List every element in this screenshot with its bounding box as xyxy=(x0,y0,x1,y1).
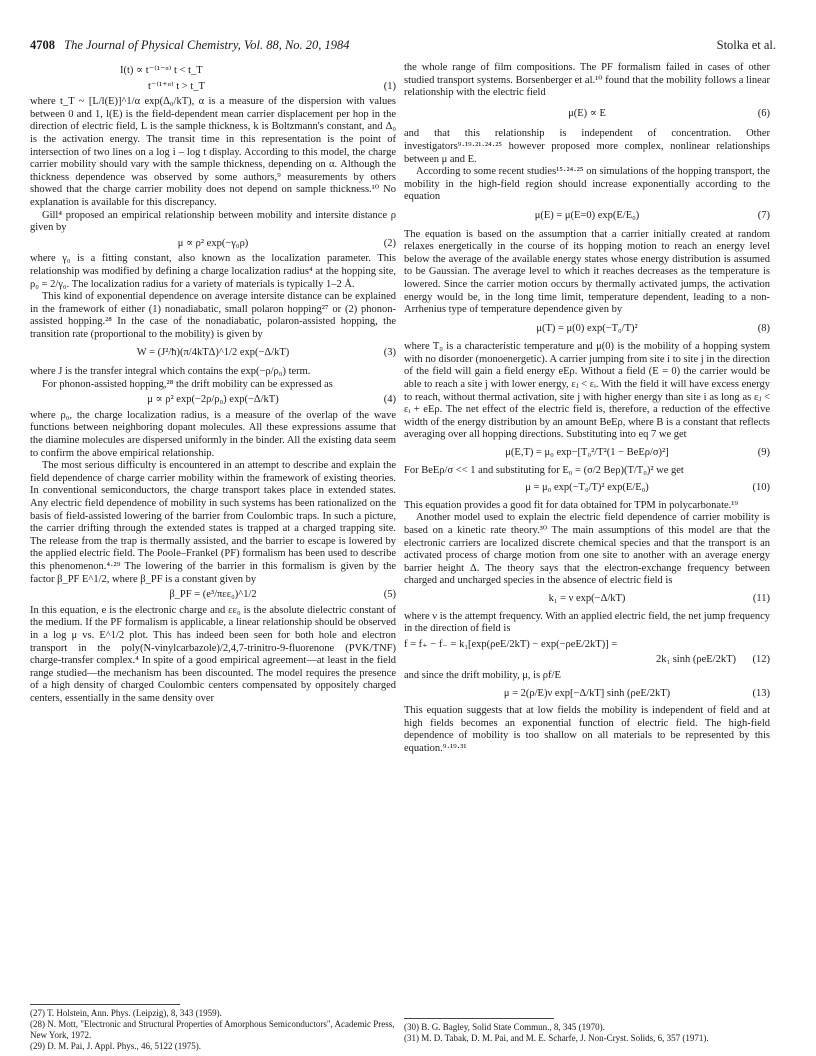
paragraph: and that this relationship is independent of concentration. Other investigators⁹·¹⁹·²¹·²⁴·²⁵ however proposed more complex, nonlinear relationships between μ and E. xyxy=(404,128,770,165)
equation-1-line-1: I(t) ∝ t⁻⁽¹⁻ᵅ⁾ t < t_T xyxy=(120,65,203,76)
footnote: (29) D. M. Pai, J. Appl. Phys., 46, 5122 (1975). xyxy=(30,1041,202,1051)
paragraph: The most serious difficulty is encountered in an attempt to describe and explain the field dependence of charge carrier mobility within the framework of existing theories. In conventional semiconductors, the charge transport takes place in extended states. Any electric field dependence of mobility in such systems has been rationalized on the basis of field-assisted lowering of the barrier from Coulombic traps. In such a picture, the carrier drifting through the extended states is trapped at a charged trapping site. The release from the trap is thermally assisted, and the barrier to escape is lowered by the applied electric field. The Poole–Frankel (PF) formalism has been used to describe this phenomenon.⁴·²⁹ The lowering of the barrier in this formalism is given by the factor β_PF E^1/2, where β_PF is a constant given by xyxy=(30,460,396,585)
page-number: 4708 xyxy=(30,38,55,52)
footnotes-right xyxy=(404,1018,709,1044)
equation-8 xyxy=(404,323,770,336)
paragraph: where T₀ is a characteristic temperature and μ(0) is the mobility of a hopping system with no disorder (monoenergetic). A carrier jumping from site i to site j in the direction of the field will gain a field energy eEρ. Without a field (E = 0) the carrier would be able to reach a site j with lower energy, εⱼ < εᵢ. With the field it will have excess energy to reach, without thermal activation, site j with higher energy than site i as long as εⱼ < εᵢ + eEρ. The net effect of the electric field is, therefore, a reduction of the effective width of the energy distribution by an amount BeEρ, where B is a constant that reflects averaging over all hopping directions. Substituting into eq 7 we get xyxy=(404,341,770,441)
paragraph: where t_T ~ [L/l(E)]^1/α exp(Δ₀/kT), α is a measure of the dispersion with values between 0 and 1, l(E) is the field-dependent mean carrier displacement per hop in the direction of electric field, L is the sample thickness, k is Boltzmann's constant, and Δ₀ is the activation energy. The transit time in this representation is the point of intersection of two lines on a log i – log t display. According to this model, the charge carrier mobility should vary with the sample thickness, depending on α. Although the thickness dependence was observed by some authors,⁹ measurements by others showed that the charge carrier mobility does not depend on sample thickness.¹⁰ No explanation is available for this discrepancy. xyxy=(30,96,396,208)
equation-number: (1) xyxy=(383,80,396,92)
equation-3 xyxy=(30,347,396,360)
equation-number: (2) xyxy=(383,237,396,249)
equation-12-line-2: 2k₁ sinh (ρeE/2kT) xyxy=(655,654,736,666)
paragraph: This equation provides a good fit for data obtained for TPM in polycarbonate.¹⁹ xyxy=(404,499,739,511)
running-authors: Stolka et al. xyxy=(716,38,776,52)
equation-12-line-1: f = f₊ − f₋ = k₁[exp(ρeE/2kT) − exp(−ρeE/2kT)] = xyxy=(404,638,618,650)
paragraph: This equation suggests that at low fields the mobility is independent of field and at high fields becomes an exponential function of electric field. The high-field dependence of mobility is too shallow on all materials to be represented by this equation.⁹·¹⁹·³¹ xyxy=(404,705,770,754)
equation-number: (10) xyxy=(752,482,770,494)
paragraph: the whole range of film compositions. The PF formalism failed in cases of other studied transport systems. Borsenberger et al.¹⁰ found that the mobility follows a linear relationship with the electric field xyxy=(404,62,770,99)
equation-body: μ(E) = μ(E=0) exp(E/E₀) xyxy=(534,209,640,221)
equation-4 xyxy=(30,394,396,407)
equation-7 xyxy=(404,210,770,223)
paragraph: Gill⁴ proposed an empirical relationship between mobility and intersite distance ρ given by xyxy=(30,209,396,234)
paragraph: where γ₀ is a fitting constant, also known as the localization parameter. This relationship was modified by defining a charge localization radius⁴ at the hopping site, ρ₀ = 2/γ₀. The localization radius for a variety of materials is typically 1–2 Å. xyxy=(30,253,396,290)
equation-12b xyxy=(404,654,770,667)
equation-body: W = (J²/ħ)(π/4kTΔ)^1/2 exp(−Δ/kT) xyxy=(136,347,290,359)
paragraph: where ρ₀, the charge localization radius, is a measure of the overlap of the wave functions between neighboring dopant molecules. All these expressions assume that the diamine molecules are dispersed uniformly in the binder. All the existing data seem to confirm the above empirical relationship. xyxy=(30,409,396,459)
equation-body: μ(T) = μ(0) exp(−T₀/T)² xyxy=(536,322,638,334)
equation-9 xyxy=(404,447,770,460)
running-header xyxy=(30,38,776,54)
left-column xyxy=(30,62,396,706)
equation-body: μ(E) ∝ E xyxy=(568,107,606,119)
equation-body: μ ∝ ρ² exp(−γ₀ρ) xyxy=(177,237,249,249)
paragraph: where ν is the attempt frequency. With an applied electric field, the net jump frequency in the direction of field is xyxy=(404,610,770,635)
equation-body: k₁ = ν exp(−Δ/kT) xyxy=(548,592,626,604)
equation-number: (7) xyxy=(757,209,770,221)
paragraph: For phonon-assisted hopping,²⁸ the drift mobility can be expressed as xyxy=(42,378,333,390)
equation-1 xyxy=(30,65,396,78)
equation-number: (4) xyxy=(383,394,396,406)
equation-12 xyxy=(404,639,770,652)
footnote: (30) B. G. Bagley, Solid State Commun., 8, 345 (1970). xyxy=(404,1022,605,1032)
equation-5 xyxy=(30,589,396,602)
footnote: (28) N. Mott, "Electronic and Structural Properties of Amorphous Semiconductors", Academic Press, New York, 1972. xyxy=(30,1019,395,1040)
equation-number: (11) xyxy=(752,592,770,604)
equation-body: μ(E,T) = μ₀ exp−[T₀²/T²(1 − BeEρ/σ)²] xyxy=(505,447,669,459)
paragraph: For BeEρ/σ << 1 and substituting for E₀ = (σ/2 Beρ)(T/T₀)² we get xyxy=(404,464,684,476)
footnotes-left xyxy=(30,1004,395,1052)
equation-11 xyxy=(404,593,770,606)
equation-body: μ ∝ ρ² exp(−2ρ/ρ₀) exp(−Δ/kT) xyxy=(147,394,279,406)
equation-6 xyxy=(404,108,770,121)
equation-number: (12) xyxy=(752,654,770,666)
footnote: (27) T. Holstein, Ann. Phys. (Leipzig), 8, 343 (1959). xyxy=(30,1008,222,1018)
paragraph: The equation is based on the assumption that a carrier initially created at random relaxes energetically in the course of its hopping motion to reach an energy level below the average of the available energy states whose energy distribution is assumed to be Gaussian. The average level to which it reaches decreases as the temperature is lowered. Since the carrier motion occurs by thermally activated jumps, the activation energy would be, in the long time limit, temperature dependent, leading to a non-Arrhenius type of temperature dependence given by xyxy=(404,228,770,316)
paragraph: According to some recent studies¹⁵·²⁴·²⁵ on simulations of the hopping transport, the mobility in the high-field region should increase exponentially according to the equation xyxy=(404,166,770,203)
equation-number: (5) xyxy=(383,589,396,601)
equation-10 xyxy=(404,482,770,495)
paragraph: Another model used to explain the electric field dependence of carrier mobility is based on a kinetic rate theory.³⁰ The main assumptions of this model are that the electronic carriers are localized discrete chemical species and that the transport is an activated process of charge motion from one site to another with an average energy barrier height Δ. The theory says that the electron-exchange frequency between charged and uncharged species in the absence of electric field is xyxy=(404,512,770,587)
paragraph: In this equation, e is the electronic charge and εε₀ is the absolute dielectric constant of the medium. If the PF formalism is applicable, a linear relationship should be observed in a log μ vs. E^1/2 plot. This has indeed been seen for both hole and electron transport in the poly(N-vinylcarbazole)/2,4,7-trinitro-9-fluorenone (PVK/TNF) charge-transfer complex.⁴ In spite of a good empirical agreement—at least in the field range studied—the mechanism has been discounted. The model requires the presence of a high density of charged Coulombic centers compensated by oppositely charged centers, essentially in the same density over xyxy=(30,604,396,704)
paragraph: This kind of exponential dependence on average intersite distance can be explained in the framework of either (1) nonadiabatic, small polaron hopping²⁷ or (2) phonon-assisted hopping.²⁸ In the case of the nonadiabatic, polaron-assisted hopping, the transition rate (proportional to the mobility) is given by xyxy=(30,291,396,340)
equation-number: (13) xyxy=(752,687,770,699)
equation-body: μ = μ₀ exp(−T₀/T)² exp(E/E₀) xyxy=(525,482,649,494)
journal-title: The Journal of Physical Chemistry, Vol. 88, No. 20, 1984 xyxy=(64,38,350,52)
equation-13 xyxy=(404,688,770,701)
equation-1b xyxy=(30,81,396,94)
equation-body: μ = 2(ρ/E)ν exp[−Δ/kT] sinh (ρeE/2kT) xyxy=(503,687,671,699)
equation-number: (9) xyxy=(757,447,770,459)
right-column xyxy=(404,62,770,756)
equation-number: (8) xyxy=(757,322,770,334)
equation-body: β_PF = (e³/πεε₀)^1/2 xyxy=(169,589,257,601)
paragraph: and since the drift mobility, μ, is ρf/E xyxy=(404,669,561,681)
footnote: (31) M. D. Tabak, D. M. Pai, and M. E. Scharfe, J. Non-Cryst. Solids, 6, 357 (1971). xyxy=(404,1033,709,1043)
equation-1-line-2: t⁻⁽¹⁺ᵅ⁾ t > t_T xyxy=(148,80,205,92)
equation-2 xyxy=(30,238,396,251)
equation-number: (3) xyxy=(383,347,396,359)
equation-number: (6) xyxy=(757,107,770,119)
paragraph: where J is the transfer integral which contains the exp(−ρ/ρ₀) term. xyxy=(30,366,311,378)
